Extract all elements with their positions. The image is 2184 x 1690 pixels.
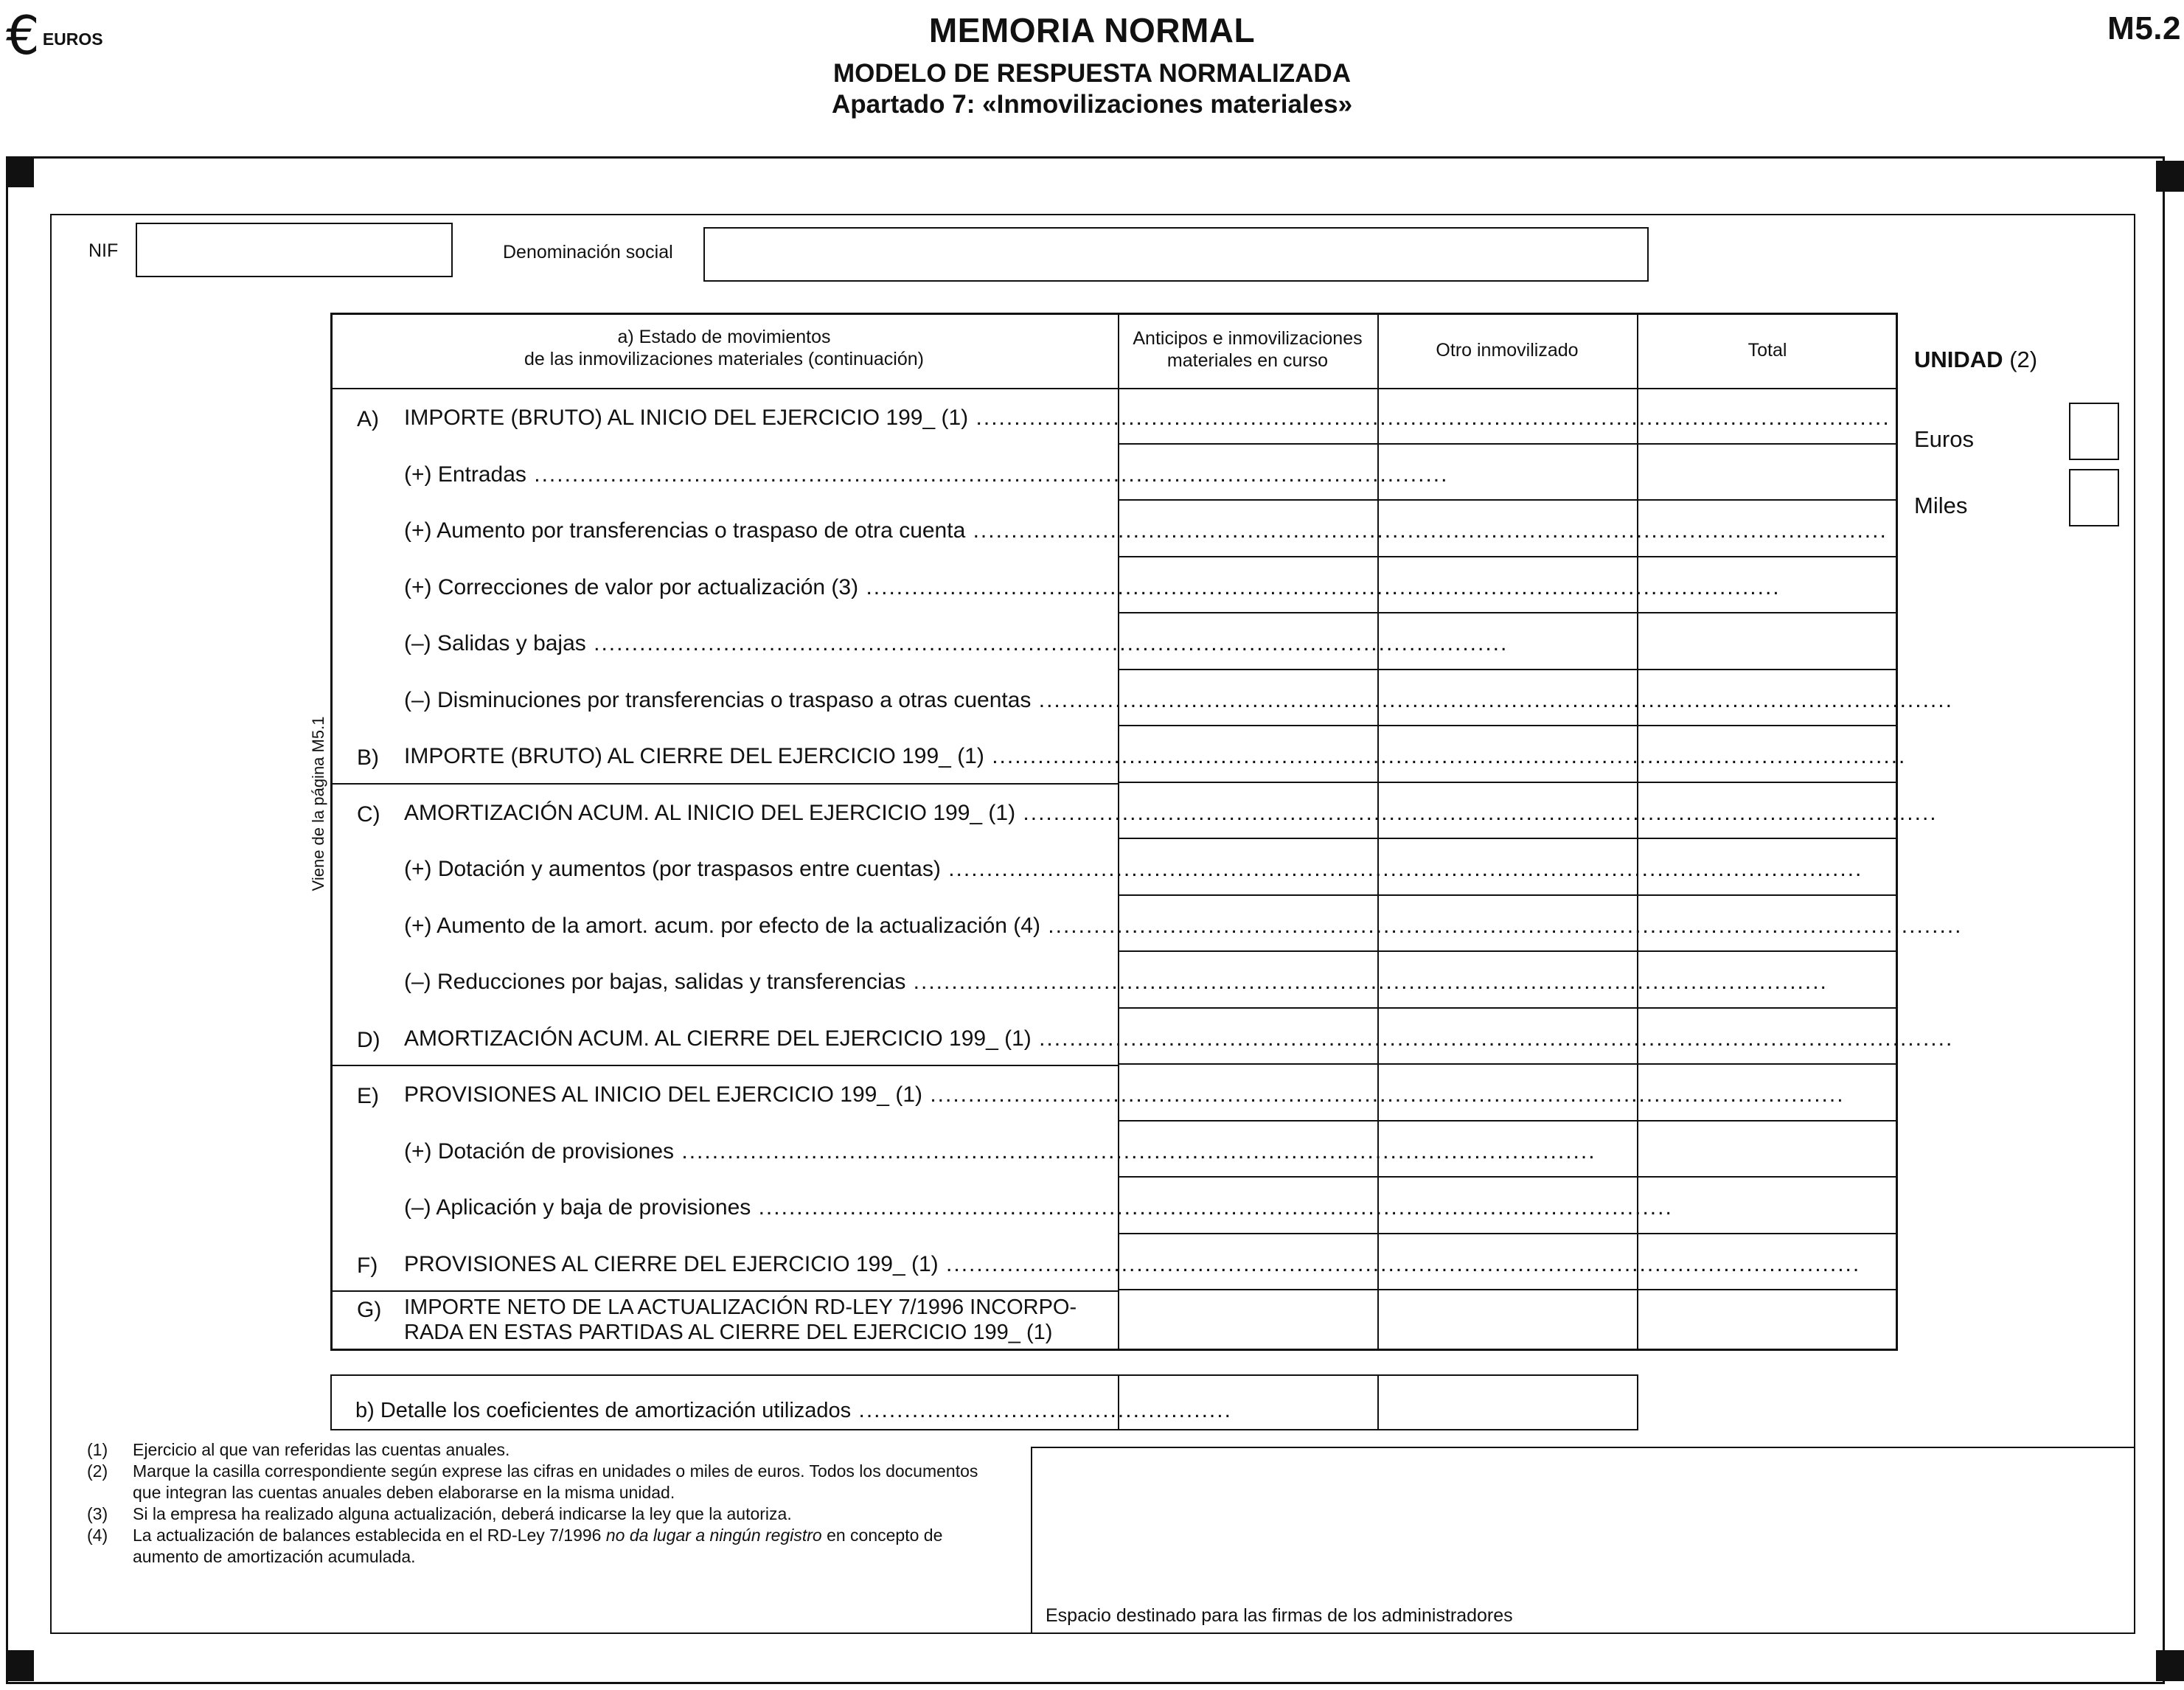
row-letter: E)	[357, 1084, 379, 1108]
footnote	[87, 1461, 1001, 1503]
nif-label: NIF	[88, 240, 119, 261]
footnote-text: Si la empresa ha realizado alguna actualización, deberá indicarse la ley que la autoriza.	[133, 1504, 792, 1523]
row-label	[404, 1026, 1954, 1051]
row-g-label	[404, 1295, 1077, 1345]
row-g-line2: RADA EN ESTAS PARTIDAS AL CIERRE DEL EJERCICIO 199_ (1)	[404, 1321, 1053, 1344]
denominacion-label: Denominación social	[503, 242, 673, 262]
value-cell[interactable]	[1637, 557, 1898, 614]
value-cell[interactable]	[1118, 670, 1377, 727]
column-header-total: Total	[1747, 340, 1787, 361]
value-cell[interactable]	[1377, 896, 1637, 953]
value-cell[interactable]	[1637, 783, 1898, 840]
row-label	[404, 1082, 1845, 1107]
row-dots: ........................................................................................................................	[1040, 913, 1963, 938]
row-label	[404, 687, 1953, 713]
value-cell[interactable]	[1637, 670, 1898, 727]
value-cell[interactable]	[1377, 783, 1637, 840]
value-cell[interactable]	[1377, 1234, 1637, 1291]
page-title: MEMORIA NORMAL	[928, 11, 1256, 49]
value-cell[interactable]	[1637, 501, 1898, 557]
value-cell[interactable]	[1118, 1009, 1377, 1065]
row-label-text: (–) Aplicación y baja de provisiones	[404, 1195, 751, 1220]
value-cell[interactable]	[1637, 839, 1898, 896]
row-label	[404, 857, 1863, 882]
side-note: Viene de la página M5.1	[309, 716, 327, 891]
value-cell[interactable]	[1637, 1122, 1898, 1178]
currency-label: EUROS	[42, 29, 103, 49]
column-header-otro: Otro inmovilizado	[1436, 340, 1579, 361]
row-dots: ........................................................................................................................	[1015, 800, 1938, 825]
footnote-number: (1)	[87, 1440, 108, 1459]
row-dots: ........................................................................................................................	[965, 518, 1888, 543]
row-label	[404, 1251, 1861, 1277]
footnote-text: Marque la casilla correspondiente según exprese las cifras en unidades o miles de euros. Todos los documentos que integran las cuentas anuales deben elaborarse en la misma unidad.	[133, 1461, 978, 1502]
footnote	[87, 1503, 1001, 1525]
row-label-text: PROVISIONES AL CIERRE DEL EJERCICIO 199_ (1)	[404, 1251, 939, 1276]
row-dots: ........................................................................................................................	[585, 631, 1509, 656]
unidad-heading	[1914, 347, 2037, 373]
row-label-text: (+) Dotación y aumentos (por traspasos entre cuentas)	[404, 857, 941, 881]
row-label-text: (+) Correcciones de valor por actualización (3)	[404, 574, 859, 599]
row-letter: F)	[357, 1253, 378, 1278]
value-cell[interactable]	[1118, 613, 1377, 670]
footnote-number: (2)	[87, 1461, 108, 1481]
registration-mark	[6, 1650, 34, 1681]
footnote-number: (4)	[87, 1526, 108, 1545]
value-cell[interactable]	[1637, 1234, 1898, 1291]
row-label-text: AMORTIZACIÓN ACUM. AL INICIO DEL EJERCICIO 199_ (1)	[404, 800, 1016, 825]
row-dots: ........................................................................................................................	[674, 1138, 1596, 1164]
group-divider	[330, 1065, 1118, 1066]
row-label	[404, 1138, 1596, 1164]
footnote-number: (3)	[87, 1504, 108, 1523]
value-cell[interactable]	[1118, 952, 1377, 1009]
row-dots: ........................................................................................................................	[940, 857, 1863, 881]
table-title-line1: a) Estado de movimientos	[617, 327, 831, 347]
detalle-text: b) Detalle los coeficientes de amortización utilizados	[355, 1399, 852, 1422]
row-label	[404, 406, 1891, 431]
euro-icon: €	[6, 4, 40, 66]
value-cell[interactable]	[1118, 445, 1377, 501]
value-cell[interactable]	[1377, 557, 1637, 614]
detalle-row	[330, 1374, 1638, 1430]
value-cell[interactable]	[1118, 783, 1377, 840]
row-label	[404, 913, 1963, 939]
detalle-dots: .................................................	[851, 1398, 1232, 1422]
value-cell[interactable]	[1637, 388, 1898, 445]
value-cell[interactable]	[1377, 1009, 1637, 1065]
row-g-cell[interactable]	[1637, 1290, 1898, 1351]
value-cell[interactable]	[1118, 557, 1377, 614]
row-dots: ........................................................................................................................	[922, 1082, 1845, 1107]
value-cell[interactable]	[1377, 1122, 1637, 1178]
row-letter: A)	[357, 407, 379, 431]
row-label-text: AMORTIZACIÓN ACUM. AL CIERRE DEL EJERCICIO 199_ (1)	[404, 1026, 1032, 1051]
row-dots: ........................................................................................................................	[751, 1195, 1673, 1220]
row-label-text: (–) Reducciones por bajas, salidas y transferencias	[404, 970, 906, 994]
value-cell[interactable]	[1118, 896, 1377, 953]
value-cell[interactable]	[1377, 501, 1637, 557]
page-subtitle: MODELO DE RESPUESTA NORMALIZADA	[833, 59, 1351, 88]
row-label	[404, 462, 1449, 487]
value-cell[interactable]	[1118, 1065, 1377, 1122]
row-dots: ........................................................................................................................	[905, 970, 1828, 994]
value-cell[interactable]	[1637, 952, 1898, 1009]
value-cell[interactable]	[1377, 1178, 1637, 1234]
row-label-text: (–) Salidas y bajas	[404, 631, 586, 656]
unidad-note-ref: (2)	[2009, 347, 2038, 372]
row-label-text: IMPORTE (BRUTO) AL CIERRE DEL EJERCICIO 199_ (1)	[404, 744, 984, 768]
value-cell[interactable]	[1377, 613, 1637, 670]
value-cell[interactable]	[1118, 388, 1377, 445]
value-cell[interactable]	[1637, 1178, 1898, 1234]
row-label	[404, 744, 1907, 769]
value-cell[interactable]	[1118, 726, 1377, 783]
row-dots: ........................................................................................................................	[1031, 1026, 1954, 1051]
column-header-anticipos: Anticipos e inmovilizaciones materiales en curso	[1133, 328, 1363, 371]
section-title: Apartado 7: «Inmovilizaciones materiales»	[831, 90, 1353, 119]
value-cell[interactable]	[1118, 1122, 1377, 1178]
detalle-cell[interactable]	[1379, 1376, 1637, 1429]
signature-area[interactable]	[1031, 1447, 2135, 1634]
row-g-cell[interactable]	[1377, 1290, 1637, 1351]
row-dots: ........................................................................................................................	[1031, 687, 1953, 712]
value-cell[interactable]	[1377, 445, 1637, 501]
value-cell[interactable]	[1377, 670, 1637, 727]
row-label	[404, 970, 1828, 995]
row-label	[404, 800, 1938, 826]
row-dots: ........................................................................................................................	[858, 574, 1781, 599]
unidad-miles-checkbox[interactable]	[2069, 469, 2119, 526]
detalle-cell[interactable]	[1119, 1376, 1377, 1429]
signature-label: Espacio destinado para las firmas de los administradores	[1046, 1605, 1513, 1626]
row-letter: B)	[357, 745, 379, 770]
row-label-text: PROVISIONES AL INICIO DEL EJERCICIO 199_ (1)	[404, 1082, 922, 1107]
row-label-text: (+) Aumento de la amort. acum. por efecto de la actualización (4)	[404, 913, 1040, 938]
row-letter: D)	[357, 1027, 380, 1052]
row-dots: ........................................................................................................................	[938, 1251, 1861, 1276]
group-divider	[330, 783, 1118, 785]
row-dots: ........................................................................................................................	[984, 744, 1907, 768]
denominacion-field[interactable]	[703, 227, 1649, 282]
value-cell[interactable]	[1118, 839, 1377, 896]
page-code: M5.2	[2107, 10, 2181, 46]
detalle-label	[355, 1398, 1232, 1423]
value-cell[interactable]	[1637, 896, 1898, 953]
value-cell[interactable]	[1377, 1065, 1637, 1122]
value-cell[interactable]	[1377, 726, 1637, 783]
row-label-text: (+) Dotación de provisiones	[404, 1138, 675, 1164]
value-cell[interactable]	[1637, 1065, 1898, 1122]
footnotes	[87, 1439, 1001, 1568]
group-divider	[330, 1290, 1118, 1292]
value-cell[interactable]	[1377, 952, 1637, 1009]
row-letter: C)	[357, 801, 380, 827]
footnote	[87, 1439, 1001, 1461]
unidad-euros-label: Euros	[1914, 426, 1974, 452]
row-label-text: (+) Entradas	[404, 462, 526, 487]
unidad-euros-checkbox[interactable]	[2069, 403, 2119, 460]
value-cell[interactable]	[1377, 388, 1637, 445]
value-cell[interactable]	[1118, 501, 1377, 557]
value-cell[interactable]	[1118, 1178, 1377, 1234]
value-cell[interactable]	[1637, 613, 1898, 670]
row-label	[404, 574, 1781, 600]
row-label	[404, 631, 1509, 656]
row-dots: ........................................................................................................................	[526, 462, 1449, 487]
footnote	[87, 1525, 1001, 1568]
row-label-text: (–) Disminuciones por transferencias o traspaso a otras cuentas	[404, 687, 1032, 712]
row-g-letter: G)	[357, 1298, 382, 1322]
row-dots: ........................................................................................................................	[968, 406, 1891, 430]
registration-mark	[2156, 1650, 2184, 1681]
value-cell[interactable]	[1637, 445, 1898, 501]
table-title-line2: de las inmovilizaciones materiales (continuación)	[524, 349, 924, 369]
unidad-label: UNIDAD	[1914, 347, 2003, 372]
row-label-text: IMPORTE (BRUTO) AL INICIO DEL EJERCICIO 199_ (1)	[404, 406, 969, 430]
unidad-miles-label: Miles	[1914, 493, 1968, 518]
registration-mark	[2156, 161, 2184, 192]
nif-field[interactable]	[136, 223, 453, 277]
value-cell[interactable]	[1637, 726, 1898, 783]
row-label	[404, 518, 1888, 543]
footnote-text: Ejercicio al que van referidas las cuentas anuales.	[133, 1440, 510, 1459]
value-cell[interactable]	[1118, 1234, 1377, 1291]
footnote-text: La actualización de balances establecida en el RD-Ley 7/1996 no da lugar a ningún registro en concepto de aumento de amortización acumulada.	[133, 1526, 943, 1566]
value-cell[interactable]	[1377, 839, 1637, 896]
table-title	[330, 326, 1118, 370]
row-label-text: (+) Aumento por transferencias o traspaso de otra cuenta	[404, 518, 966, 543]
value-cell[interactable]	[1637, 1009, 1898, 1065]
row-g-line1: IMPORTE NETO DE LA ACTUALIZACIÓN RD-LEY 7/1996 INCORPO-	[404, 1296, 1077, 1319]
registration-mark	[6, 156, 34, 187]
row-label	[404, 1195, 1673, 1220]
row-g-cell[interactable]	[1118, 1290, 1377, 1351]
